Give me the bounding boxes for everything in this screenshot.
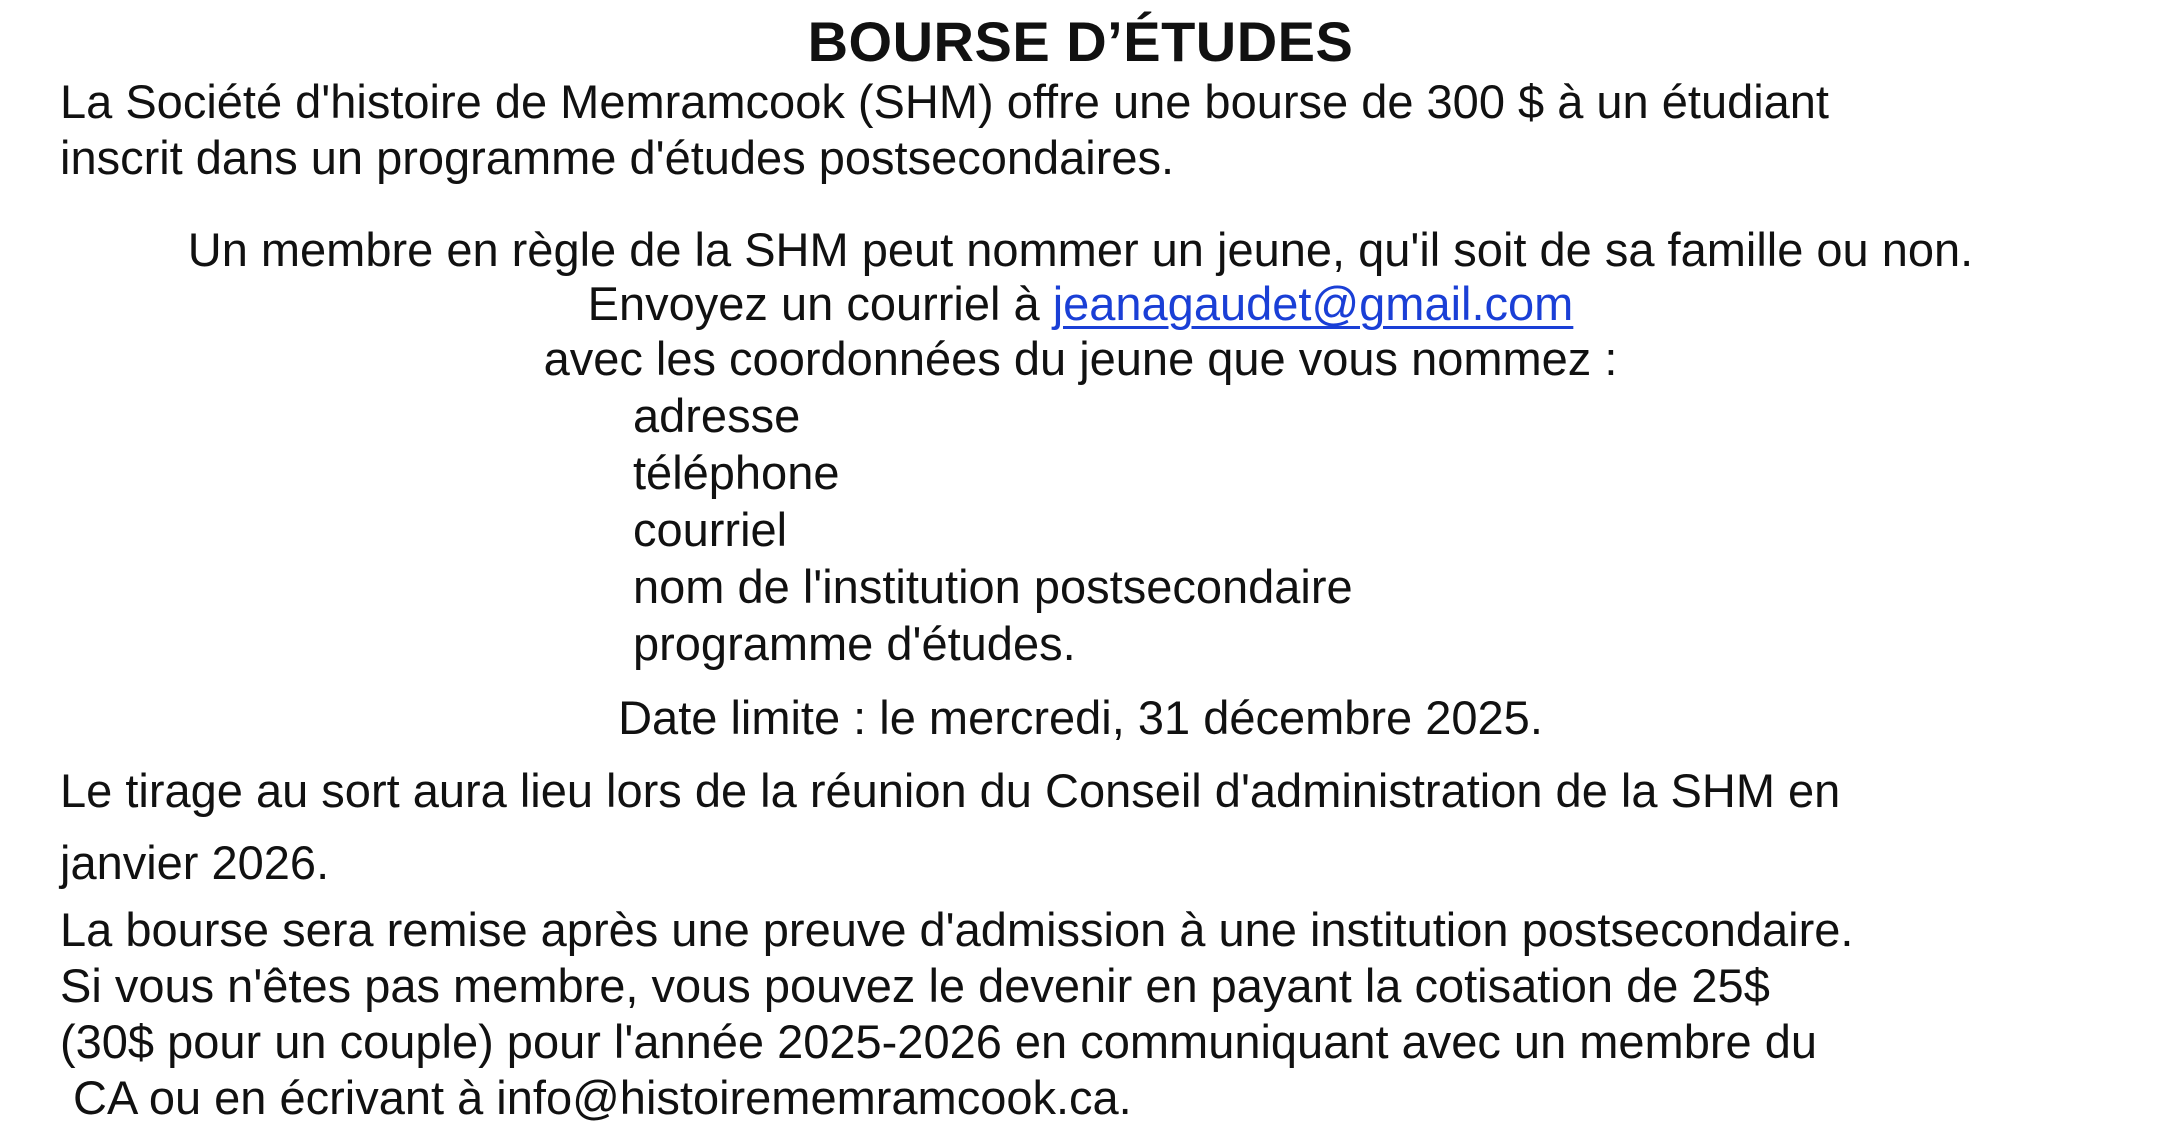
draw-line-2: janvier 2026. <box>60 836 330 889</box>
draw-line-1: Le tirage au sort aura lieu lors de la réunion du Conseil d'administration de la SHM en <box>60 764 1841 817</box>
nomination-line-1: Un membre en règle de la SHM peut nommer un jeune, qu'il soit de sa famille ou non. <box>187 223 1974 276</box>
detail-item-email: courriel <box>633 503 788 556</box>
award-line-4: CA ou en écrivant à info@histoirememramcook.ca. <box>60 1071 1132 1124</box>
intro-line-2: inscrit dans un programme d'études postsecondaires. <box>60 131 1175 184</box>
intro-line-1: La Société d'histoire de Memramcook (SHM) offre une bourse de 300 $ à un étudiant <box>60 75 1829 128</box>
detail-item-institution: nom de l'institution postsecondaire <box>633 560 1353 613</box>
nomination-email-line <box>0 276 2161 332</box>
detail-item-address: adresse <box>633 389 801 442</box>
award-line-3: (30$ pour un couple) pour l'année 2025-2026 en communiquant avec un membre du <box>60 1015 1817 1068</box>
detail-item-program: programme d'études. <box>633 617 1076 670</box>
email-prefix: Envoyez un courriel à <box>587 277 1053 330</box>
page-title: BOURSE D’ÉTUDES <box>807 10 1354 73</box>
email-link[interactable]: jeanagaudet@gmail.com <box>1052 277 1574 330</box>
nomination-line-3: avec les coordonnées du jeune que vous nommez : <box>543 332 1618 385</box>
deadline: Date limite : le mercredi, 31 décembre 2025. <box>618 691 1543 744</box>
award-line-2: Si vous n'êtes pas membre, vous pouvez le devenir en payant la cotisation de 25$ <box>60 959 1770 1012</box>
detail-item-phone: téléphone <box>633 446 840 499</box>
award-line-1: La bourse sera remise après une preuve d'admission à une institution postsecondaire. <box>60 903 1854 956</box>
